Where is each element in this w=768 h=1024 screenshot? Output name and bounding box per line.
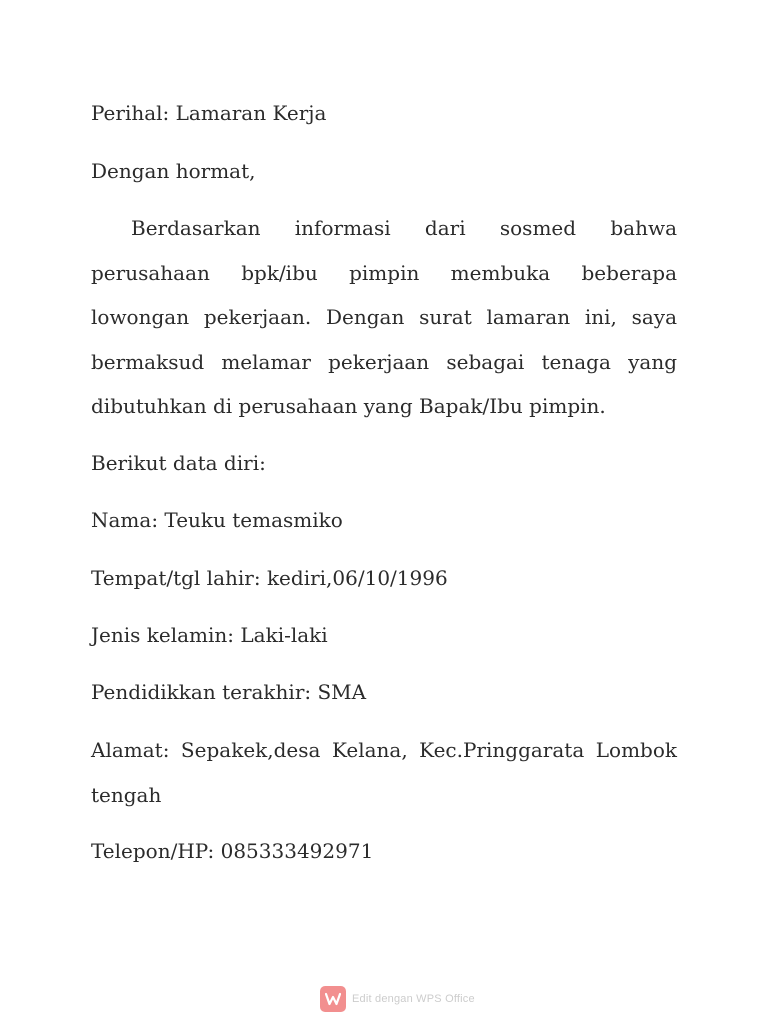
phone-line: Telepon/HP: 085333492971: [91, 839, 374, 863]
address-line: Alamat: Sepakek,desa Kelana, Kec.Pringgarata Lombok tengah: [91, 738, 677, 807]
wps-logo-icon: [320, 986, 346, 1012]
name-line: Nama: Teuku temasmiko: [91, 508, 343, 532]
wps-watermark: [320, 985, 475, 1013]
subject-line: Perihal: Lamaran Kerja: [91, 101, 327, 125]
education-line: Pendidikkan terakhir: SMA: [91, 680, 367, 704]
personal-data-intro: Berikut data diri:: [91, 451, 266, 475]
watermark-text: Edit dengan WPS Office: [352, 993, 475, 1005]
body-paragraph: Berdasarkan informasi dari sosmed bahwa perusahaan bpk/ibu pimpin membuka beberapa lowongan pekerjaan. Dengan surat lamaran ini, saya bermaksud melamar pekerjaan sebagai tenaga yang dibutuhkan di perusahaan yang Bapak/Ibu pimpin.: [91, 216, 677, 418]
greeting: Dengan hormat,: [91, 159, 256, 183]
gender-line: Jenis kelamin: Laki-laki: [91, 623, 328, 647]
birth-line: Tempat/tgl lahir: kediri,06/10/1996: [91, 566, 448, 590]
